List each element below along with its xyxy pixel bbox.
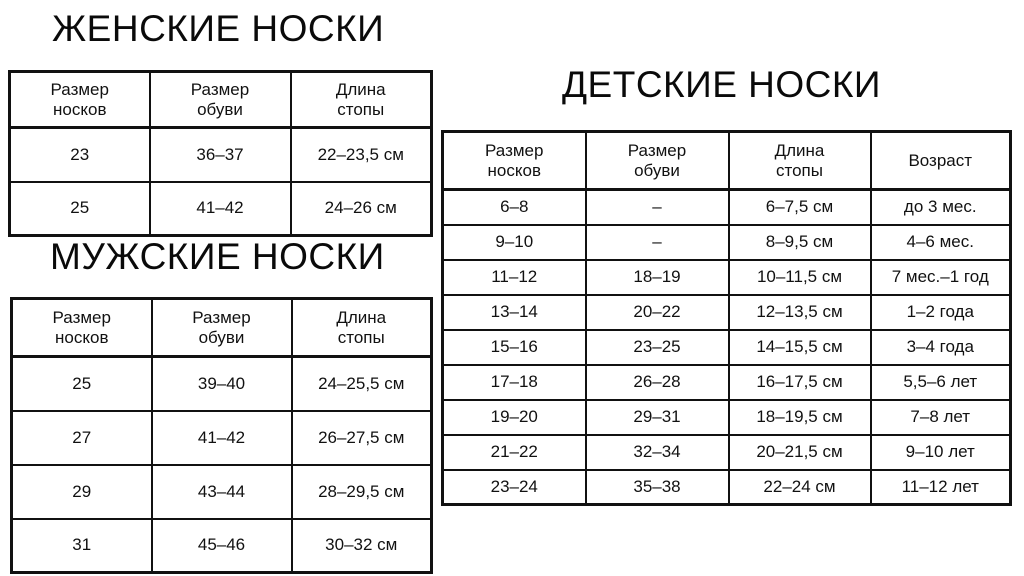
column-header: Длина стопы: [291, 72, 432, 128]
table-header-row: [443, 132, 1011, 190]
table-cell: 11–12 лет: [871, 470, 1011, 505]
table-cell: 26–27,5 см: [292, 411, 432, 465]
women-socks-title: ЖЕНСКИЕ НОСКИ: [52, 8, 385, 49]
table-row: [443, 190, 1011, 225]
table-cell: 13–14: [443, 295, 586, 330]
table-cell: 36–37: [150, 128, 291, 182]
table-row: [443, 330, 1011, 365]
table-cell: 14–15,5 см: [729, 330, 871, 365]
column-header: Размер обуви: [150, 72, 291, 128]
table-cell: 6–7,5 см: [729, 190, 871, 225]
table-cell: 7 мес.–1 год: [871, 260, 1011, 295]
table-cell: 3–4 года: [871, 330, 1011, 365]
table-cell: 35–38: [586, 470, 729, 505]
table-cell: 28–29,5 см: [292, 465, 432, 519]
table-cell: 12–13,5 см: [729, 295, 871, 330]
table-cell: 9–10: [443, 225, 586, 260]
table-row: [10, 182, 432, 236]
table-row: [12, 519, 432, 573]
column-header: Размер носков: [10, 72, 150, 128]
column-header: Размер носков: [443, 132, 586, 190]
table-cell: 16–17,5 см: [729, 365, 871, 400]
table-cell: 22–23,5 см: [291, 128, 432, 182]
table-cell: 23–24: [443, 470, 586, 505]
table-cell: 26–28: [586, 365, 729, 400]
table-cell: 25: [10, 182, 150, 236]
table-row: [10, 128, 432, 182]
column-header: Размер обуви: [152, 299, 292, 357]
table-cell: 1–2 года: [871, 295, 1011, 330]
column-header: Длина стопы: [729, 132, 871, 190]
table-cell: –: [586, 190, 729, 225]
table-cell: 17–18: [443, 365, 586, 400]
table-row: [12, 357, 432, 411]
table-row: [443, 225, 1011, 260]
table-cell: 5,5–6 лет: [871, 365, 1011, 400]
table-cell: 8–9,5 см: [729, 225, 871, 260]
table-cell: 29–31: [586, 400, 729, 435]
column-header: Размер обуви: [586, 132, 729, 190]
table-cell: 29: [12, 465, 152, 519]
table-cell: 15–16: [443, 330, 586, 365]
table-cell: 27: [12, 411, 152, 465]
table-row: [443, 295, 1011, 330]
table-cell: 20–22: [586, 295, 729, 330]
table-cell: 23–25: [586, 330, 729, 365]
men-socks-title: МУЖСКИЕ НОСКИ: [50, 236, 385, 277]
column-header: Размер носков: [12, 299, 152, 357]
table-cell: 30–32 см: [292, 519, 432, 573]
table-row: [443, 365, 1011, 400]
table-cell: 32–34: [586, 435, 729, 470]
table-cell: 21–22: [443, 435, 586, 470]
table-row: [12, 465, 432, 519]
table-cell: 20–21,5 см: [729, 435, 871, 470]
table-cell: 39–40: [152, 357, 292, 411]
table-cell: 4–6 мес.: [871, 225, 1011, 260]
table-cell: –: [586, 225, 729, 260]
table-cell: 19–20: [443, 400, 586, 435]
column-header: Возраст: [871, 132, 1011, 190]
table-row: [443, 470, 1011, 505]
kids-socks-title: ДЕТСКИЕ НОСКИ: [562, 64, 882, 105]
table-cell: 41–42: [150, 182, 291, 236]
table-cell: 6–8: [443, 190, 586, 225]
table-cell: 9–10 лет: [871, 435, 1011, 470]
column-header: Длина стопы: [292, 299, 432, 357]
table-cell: 24–25,5 см: [292, 357, 432, 411]
table-cell: 43–44: [152, 465, 292, 519]
table-row: [443, 260, 1011, 295]
table-row: [443, 400, 1011, 435]
table-row: [12, 411, 432, 465]
table-cell: 23: [10, 128, 150, 182]
men-size-table: [10, 297, 433, 574]
table-cell: 10–11,5 см: [729, 260, 871, 295]
table-cell: 22–24 см: [729, 470, 871, 505]
kids-size-table: [441, 130, 1012, 506]
table-cell: 11–12: [443, 260, 586, 295]
table-cell: 41–42: [152, 411, 292, 465]
table-header-row: [12, 299, 432, 357]
table-cell: 18–19,5 см: [729, 400, 871, 435]
table-cell: 31: [12, 519, 152, 573]
table-header-row: [10, 72, 432, 128]
table-cell: 18–19: [586, 260, 729, 295]
table-cell: 25: [12, 357, 152, 411]
women-size-table: [8, 70, 433, 237]
table-row: [443, 435, 1011, 470]
table-cell: 24–26 см: [291, 182, 432, 236]
table-cell: до 3 мес.: [871, 190, 1011, 225]
table-cell: 7–8 лет: [871, 400, 1011, 435]
table-cell: 45–46: [152, 519, 292, 573]
